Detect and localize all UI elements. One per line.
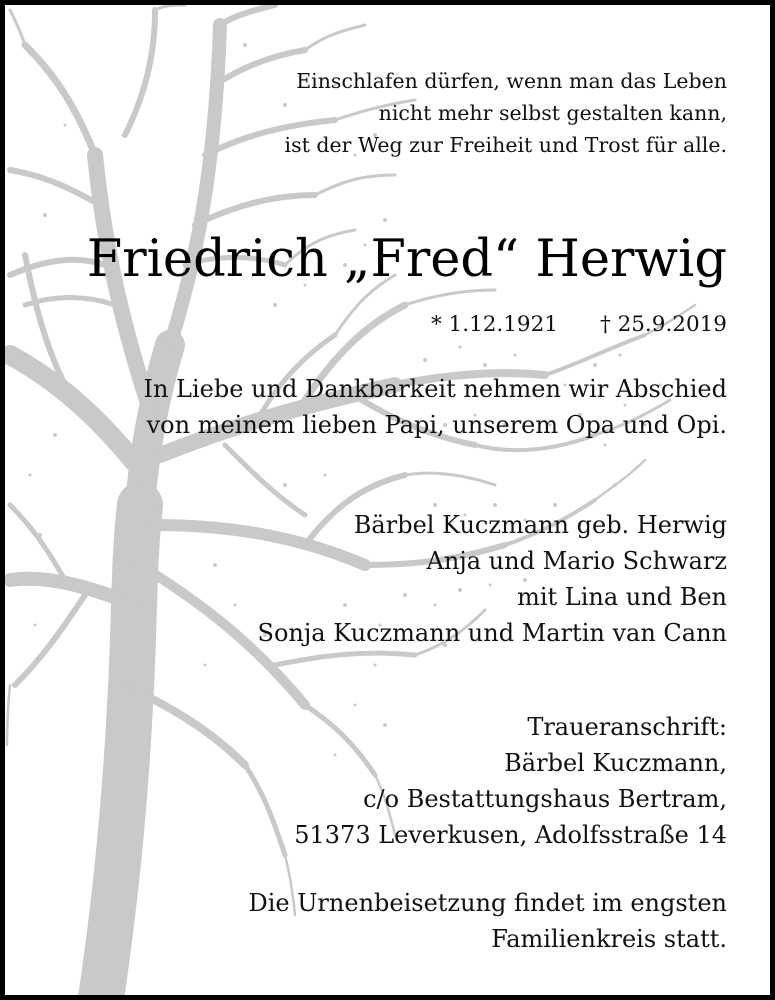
mourners-list <box>258 507 728 651</box>
mourner-line: Bärbel Kuczmann geb. Herwig <box>353 511 727 539</box>
address-line: c/o Bestattungshaus Bertram, <box>363 785 727 813</box>
burial-notice <box>248 885 727 957</box>
deceased-name: Friedrich „Fred“ Herwig <box>86 230 727 289</box>
address-line: 51373 Leverkusen, Adolfsstraße 14 <box>294 821 727 849</box>
verse-line: nicht mehr selbst gestalten kann, <box>378 101 727 125</box>
farewell-line: In Liebe und Dankbarkeit nehmen wir Abschied <box>143 375 727 403</box>
mourner-line: Sonja Kuczmann und Martin van Cann <box>257 619 727 647</box>
death-date: † 25.9.2019 <box>599 312 727 337</box>
burial-line: Familienkreis statt. <box>491 925 727 953</box>
mourner-line: mit Lina und Ben <box>517 583 727 611</box>
verse-line: ist der Weg zur Freiheit und Trost für alle. <box>284 133 727 157</box>
memorial-verse <box>285 65 727 161</box>
address-label: Traueranschrift: <box>527 713 727 741</box>
address-line: Bärbel Kuczmann, <box>504 749 727 777</box>
life-dates <box>431 309 727 341</box>
mourning-address <box>294 709 727 853</box>
mourner-line: Anja und Mario Schwarz <box>426 547 727 575</box>
birth-date: * 1.12.1921 <box>430 312 558 337</box>
farewell-line: von meinem lieben Papi, unserem Opa und Opi. <box>146 411 727 439</box>
farewell-message <box>143 371 727 443</box>
burial-line: Die Urnenbeisetzung findet im engsten <box>248 889 727 917</box>
verse-line: Einschlafen dürfen, wenn man das Leben <box>296 69 727 93</box>
